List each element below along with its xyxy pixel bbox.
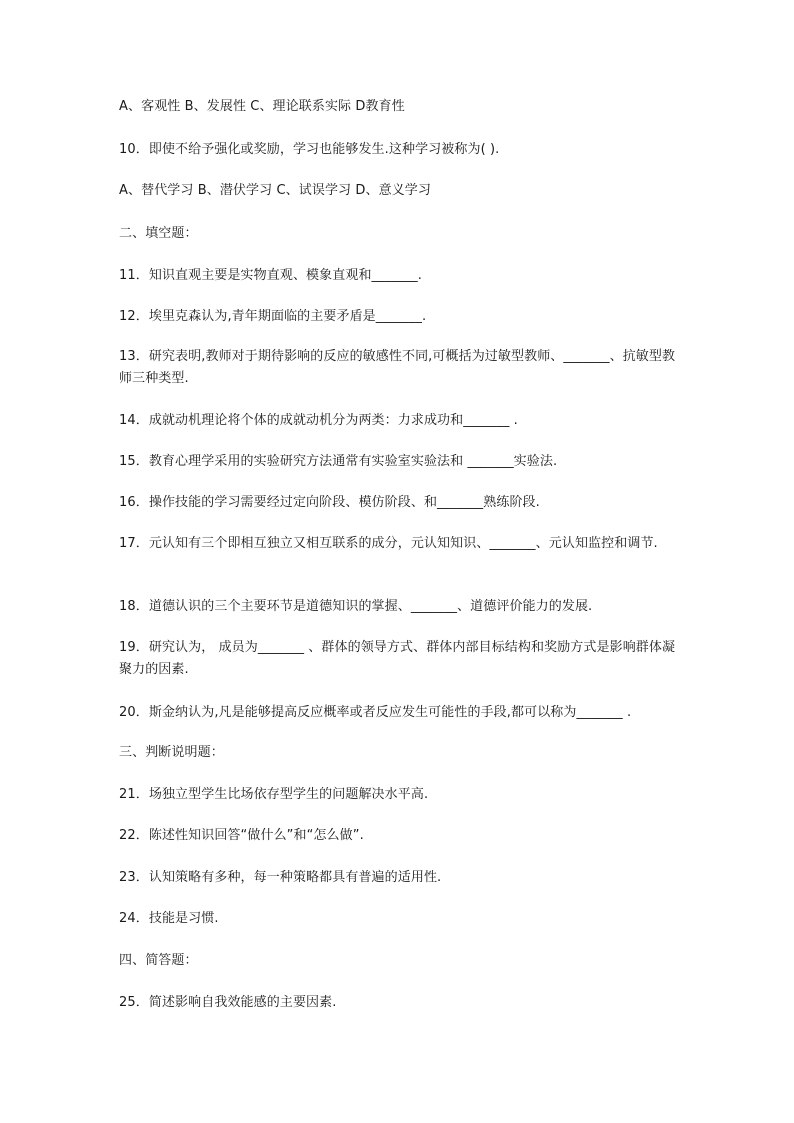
q12-question: 12．埃里克森认为,青年期面临的主要矛盾是_______. (119, 309, 427, 324)
q23-question: 23．认知策略有多种，每一种策略都具有普遍的适用性. (119, 870, 442, 885)
q16-question: 16．操作技能的学习需要经过定向阶段、模仿阶段、和_______熟练阶段. (119, 495, 540, 510)
q15-question: 15．教育心理学采用的实验研究方法通常有实验室实验法和 _______实验法. (119, 454, 558, 469)
q25-question: 25．简述影响自我效能感的主要因素. (119, 995, 337, 1010)
q9-options: A、客观性 B、发展性 C、理论联系实际 D教育性 (119, 99, 405, 114)
q19-question: 19．研究认为， 成员为_______ 、群体的领导方式、群体内部目标结构和奖励方式是影响群体凝聚力的因素. (119, 640, 676, 677)
section-short-answer-heading: 四、简答题： (119, 953, 198, 968)
q13-question: 13．研究表明,教师对于期待影响的反应的敏感性不同,可概括为过敏型教师、_______、抗敏型教师三种类型. (119, 349, 676, 386)
q17-question: 17．元认知有三个即相互独立又相互联系的成分，元认知知识、_______、元认知监控和调节. (119, 536, 658, 551)
q10-options: A、替代学习 B、潜伏学习 C、试误学习 D、意义学习 (119, 183, 431, 198)
q10-question: 10．即使不给予强化或奖励，学习也能够发生.这种学习被称为( ). (119, 142, 500, 157)
q21-question: 21．场独立型学生比场依存型学生的问题解决水平高. (119, 787, 429, 802)
section-fill-in-heading: 二、填空题： (119, 226, 198, 241)
q24-question: 24．技能是习惯. (119, 911, 219, 926)
q22-question: 22．陈述性知识回答“做什么”和“怎么做”. (119, 828, 364, 843)
q20-question: 20．斯金纳认为,凡是能够提高反应概率或者反应发生可能性的手段,都可以称为_______ . (119, 705, 632, 720)
section-true-false-heading: 三、判断说明题： (119, 745, 224, 760)
q11-question: 11．知识直观主要是实物直观、模象直观和_______. (119, 268, 422, 283)
q14-question: 14．成就动机理论将个体的成就动机分为两类：力求成功和_______ . (119, 413, 518, 428)
q18-question: 18．道德认识的三个主要环节是道德知识的掌握、_______、道德评价能力的发展. (119, 599, 593, 614)
